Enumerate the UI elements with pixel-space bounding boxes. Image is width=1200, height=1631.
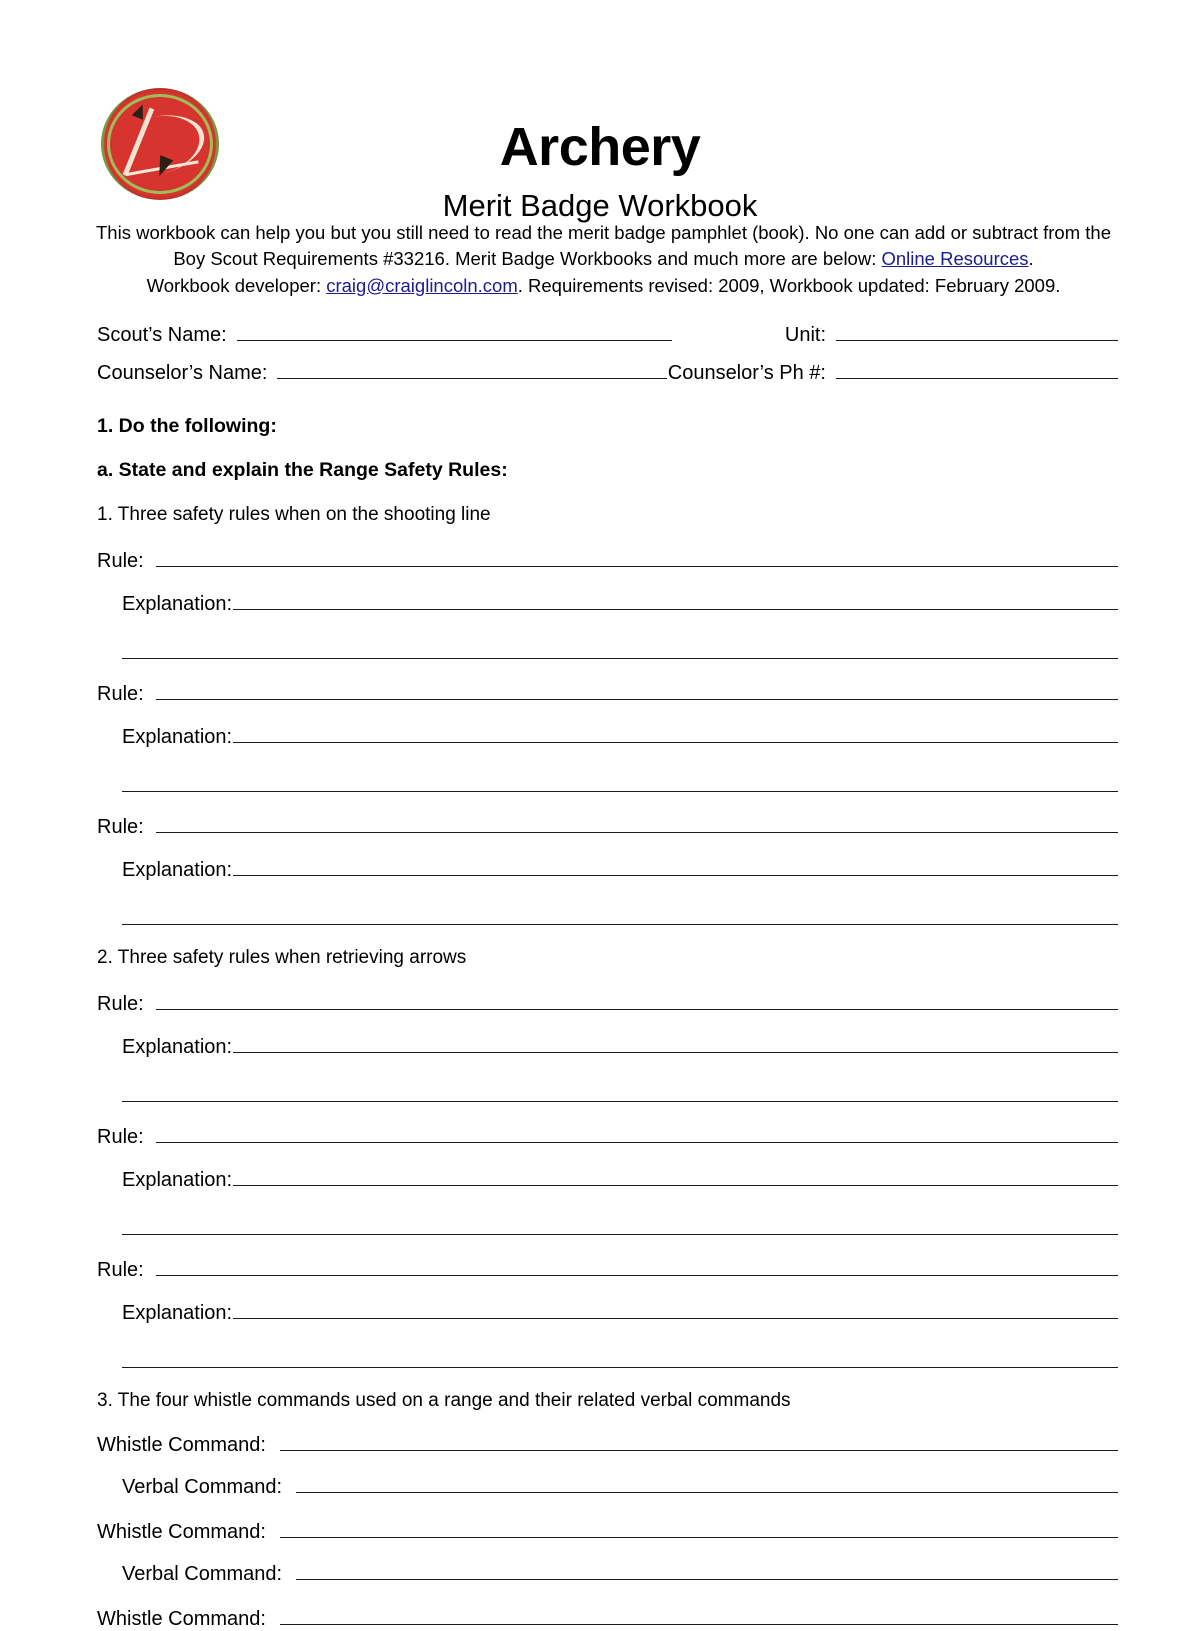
requirement-1-heading: 1. Do the following:	[97, 414, 277, 437]
whistle-command-label: Whistle Command:	[97, 1607, 266, 1630]
explanation-row[interactable]	[122, 593, 1118, 616]
explanation-row[interactable]	[122, 1036, 1118, 1059]
item-1-heading: 1. Three safety rules when on the shooting line	[97, 503, 491, 525]
rule-label: Rule:	[97, 815, 144, 838]
counselor-row	[97, 361, 1118, 399]
explanation-input[interactable]	[233, 593, 1118, 610]
rule-input[interactable]	[156, 993, 1118, 1010]
verbal-command-input[interactable]	[296, 1563, 1118, 1580]
explanation-input[interactable]	[233, 1302, 1118, 1319]
explanation-label: Explanation:	[122, 858, 233, 881]
explanation-label: Explanation:	[122, 592, 233, 615]
unit-input[interactable]	[836, 323, 1118, 341]
disclaimer-text-part3: Workbook developer:	[146, 274, 327, 296]
whistle-command-label: Whistle Command:	[97, 1433, 266, 1456]
scout-name-input[interactable]	[237, 323, 672, 341]
rule-label: Rule:	[97, 992, 144, 1015]
rule-label: Rule:	[97, 1258, 144, 1281]
unit-field[interactable]	[785, 323, 1118, 347]
explanation-label: Explanation:	[122, 1035, 233, 1058]
rule-row[interactable]	[97, 1126, 1118, 1149]
rule-input[interactable]	[156, 683, 1118, 700]
rule-label: Rule:	[97, 1125, 144, 1148]
unit-label: Unit:	[784, 323, 826, 346]
explanation-continuation-input[interactable]	[122, 1085, 1118, 1102]
explanation-continuation-input[interactable]	[122, 1218, 1118, 1235]
counselor-phone-input[interactable]	[836, 361, 1118, 379]
explanation-label: Explanation:	[122, 725, 233, 748]
rule-row[interactable]	[97, 816, 1118, 839]
rule-label: Rule:	[97, 549, 144, 572]
whistle-command-label: Whistle Command:	[97, 1520, 266, 1543]
rule-input[interactable]	[156, 1259, 1118, 1276]
whistle-command-row[interactable]	[97, 1521, 1118, 1544]
explanation-input[interactable]	[233, 1169, 1118, 1186]
scout-name-field[interactable]	[97, 323, 682, 347]
rule-label: Rule:	[97, 682, 144, 705]
verbal-command-label: Verbal Command:	[122, 1562, 283, 1585]
counselor-name-label: Counselor’s Name:	[97, 361, 268, 384]
disclaimer-text-part2: .	[1028, 248, 1034, 270]
disclaimer-text-part4: . Requirements revised: 2009, Workbook updated: February 2009.	[517, 274, 1061, 296]
explanation-continuation-input[interactable]	[122, 908, 1118, 925]
rule-row[interactable]	[97, 1259, 1118, 1282]
page-header	[0, 0, 1200, 223]
item-3-heading: 3. The four whistle commands used on a range and their related verbal commands	[97, 1389, 791, 1411]
scout-info-fields	[0, 323, 1200, 399]
requirement-1a-heading: a. State and explain the Range Safety Rules:	[97, 458, 508, 481]
explanation-row[interactable]	[122, 859, 1118, 882]
requirements-body	[0, 415, 1200, 1631]
whistle-command-input[interactable]	[280, 1608, 1118, 1625]
explanation-row[interactable]	[122, 726, 1118, 749]
counselor-phone-field[interactable]	[668, 361, 1118, 385]
whistle-command-input[interactable]	[280, 1434, 1118, 1451]
rule-row[interactable]	[97, 550, 1118, 573]
item-2-heading: 2. Three safety rules when retrieving arrows	[97, 946, 467, 968]
explanation-input[interactable]	[233, 1036, 1118, 1053]
explanation-row[interactable]	[122, 1169, 1118, 1192]
disclaimer-text-part1: This workbook can help you but you still need to read the merit badge pamphlet (book). No one can add or subtract from the Boy Scout Requirements #33216. Merit Badge Workbooks and much more are below:	[96, 222, 1111, 270]
page-title: Archery	[499, 117, 701, 177]
archery-merit-badge-icon	[101, 88, 219, 200]
rule-row[interactable]	[97, 993, 1118, 1016]
online-resources-link[interactable]: Online Resources	[881, 248, 1029, 270]
verbal-command-row[interactable]	[122, 1563, 1118, 1586]
developer-email-link[interactable]: craig@craiglincoln.com	[326, 274, 518, 296]
explanation-label: Explanation:	[122, 1168, 233, 1191]
rule-input[interactable]	[156, 816, 1118, 833]
whistle-command-row[interactable]	[97, 1608, 1118, 1631]
explanation-continuation-input[interactable]	[122, 642, 1118, 659]
verbal-command-label: Verbal Command:	[122, 1475, 283, 1498]
counselor-name-field[interactable]	[97, 361, 668, 385]
counselor-phone-label: Counselor’s Ph #:	[667, 361, 826, 384]
explanation-continuation-input[interactable]	[122, 1351, 1118, 1368]
explanation-row[interactable]	[122, 1302, 1118, 1325]
counselor-name-input[interactable]	[277, 361, 667, 379]
rule-input[interactable]	[156, 550, 1118, 567]
workbook-disclaimer	[95, 220, 1112, 299]
scout-name-label: Scout’s Name:	[97, 323, 227, 346]
scout-name-row	[97, 323, 1118, 361]
rule-input[interactable]	[156, 1126, 1118, 1143]
whistle-command-row[interactable]	[97, 1434, 1118, 1457]
rule-row[interactable]	[97, 683, 1118, 706]
verbal-command-row[interactable]	[122, 1476, 1118, 1499]
whistle-command-input[interactable]	[280, 1521, 1118, 1538]
explanation-input[interactable]	[233, 859, 1118, 876]
explanation-input[interactable]	[233, 726, 1118, 743]
verbal-command-input[interactable]	[296, 1476, 1118, 1493]
explanation-label: Explanation:	[122, 1301, 233, 1324]
page-subtitle: Merit Badge Workbook	[442, 188, 758, 223]
explanation-continuation-input[interactable]	[122, 775, 1118, 792]
